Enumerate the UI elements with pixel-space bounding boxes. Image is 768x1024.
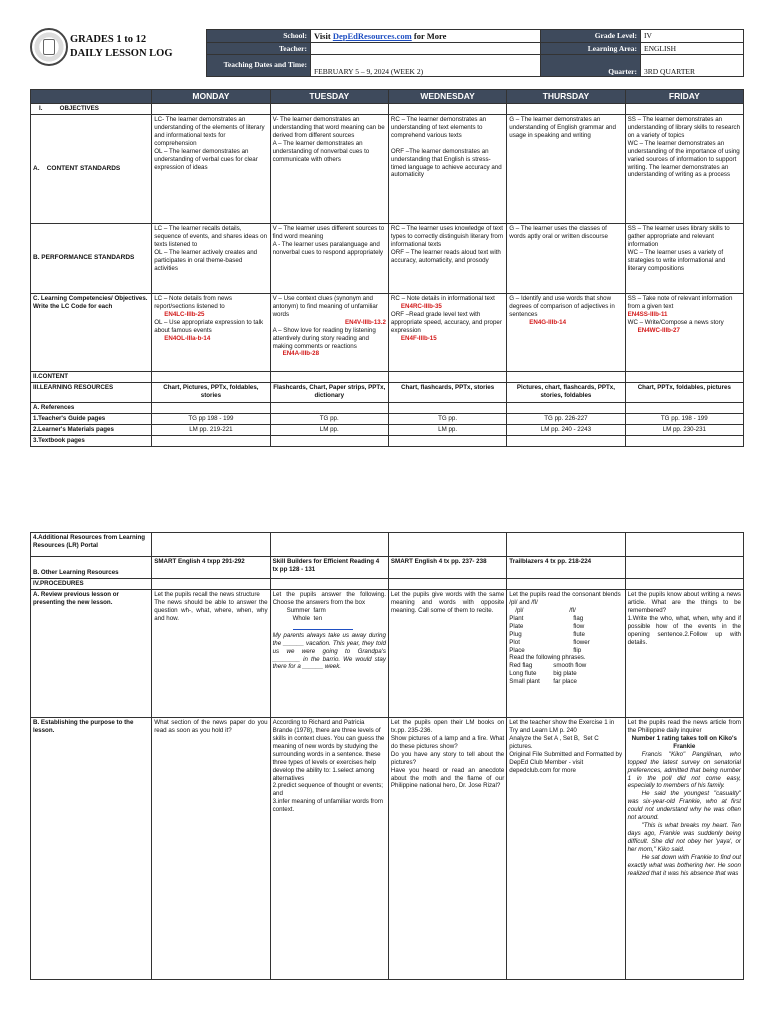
day-monday: MONDAY bbox=[152, 90, 270, 104]
performance-standards-wednesday: RC – The learner uses knowledge of text types to correctly distinguish literary from informational texts ORF – The learner reads aloud text with accuracy, automaticity, and prosody bbox=[388, 223, 506, 293]
competencies-friday: SS – Take note of relevant information from a given text EN4SS-IIIb-11 WC – Write/Compose a news story EN4WC-IIIb-27 bbox=[625, 293, 743, 371]
competencies-monday: LC – Note details from news report/sections listened to EN4LC-IIIb-25 OL – Use appropriate expression to talk about famous events EN4OL-IIIa-b-14 bbox=[152, 293, 270, 371]
day-tuesday: TUESDAY bbox=[270, 90, 388, 104]
content-standards-friday: SS – The learner demonstrates an understanding of library skills to research on a variety of topics WC – The learner demonstrates an understanding of the importance of using varied sources of information to support writing. The learner demonstrates an understanding of writing as a process bbox=[625, 114, 743, 223]
learners-materials-monday: LM pp. 219-221 bbox=[152, 424, 270, 435]
other-resources-thursday: Trailblazers 4 tx pp. 218-224 bbox=[507, 557, 625, 579]
objectives-label: I. OBJECTIVES bbox=[31, 103, 152, 114]
teachers-guide-monday: TG pp 198 - 199 bbox=[152, 413, 270, 424]
header bbox=[30, 26, 744, 84]
purpose-row bbox=[31, 717, 744, 979]
teachers-guide-wednesday: TG pp. bbox=[388, 413, 506, 424]
tuesday-sentences: My parents always take us away during the ______ vacation. This year, they told us we were going to Grandpa's ________ in the barrio. We would stay there for a ______ week. bbox=[272, 631, 386, 671]
learning-resources-tuesday: Flashcards, Chart, Paper strips, PPTx, dictionary bbox=[270, 382, 388, 402]
quarter-label: Quarter: bbox=[541, 55, 641, 77]
competencies-wednesday: RC – Note details in informational text EN4RC-IIIb-35 ORF –Read grade level text with appropriate speed, accuracy, and proper expression EN4F-IIIb-15 bbox=[388, 293, 506, 371]
teachers-guide-friday: TG pp. 198 - 199 bbox=[625, 413, 743, 424]
learners-materials-row bbox=[31, 424, 744, 435]
content-standards-wednesday: RC – The learner demonstrates an understanding of text elements to comprehend various texts ORF –The learner demonstrates an understanding that English is stress-timed language to achieve accuracy and automaticity bbox=[388, 114, 506, 223]
other-resources-tuesday: Skill Builders for Efficient Reading 4 tx pp 128 - 131 bbox=[270, 557, 388, 579]
teachers-guide-label: 1.Teacher's Guide pages bbox=[31, 413, 152, 424]
review-monday: Let the pupils recall the news structure The news should be able to answer the question wh-, what, where, when, why and how. bbox=[152, 589, 270, 717]
content-row bbox=[31, 371, 744, 382]
news-headline: Number 1 rating takes toll on Kiko's Frankie bbox=[631, 734, 737, 750]
day-wednesday: WEDNESDAY bbox=[388, 90, 506, 104]
grade-level-label: Grade Level: bbox=[541, 30, 641, 43]
performance-standards-friday: SS – The learner uses library skills to gather appropriate and relevant information WC – The learner uses a variety of strategies to write informational and literary compositions bbox=[625, 223, 743, 293]
grade-level-value: IV bbox=[641, 30, 744, 43]
learning-area-value: ENGLISH bbox=[641, 42, 744, 55]
teaching-dates-label: Teaching Dates and Time: bbox=[207, 55, 311, 77]
teaching-dates-value: FEBRUARY 5 – 9, 2024 (WEEK 2) bbox=[311, 55, 541, 77]
other-resources-friday bbox=[625, 557, 743, 579]
lc-code: EN4RC-IIIb-35 bbox=[400, 302, 442, 310]
teachers-guide-row bbox=[31, 413, 744, 424]
procedures-label: IV.PROCEDURES bbox=[31, 579, 152, 590]
learning-area-label: Learning Area: bbox=[541, 42, 641, 55]
learners-materials-wednesday: LM pp. bbox=[388, 424, 506, 435]
lc-code: EN4WC-IIIb-27 bbox=[637, 326, 680, 334]
competencies-label: C. Learning Competencies/ Objectives. Write the LC Code for each bbox=[31, 293, 152, 371]
lc-code: EN4SS-IIIb-11 bbox=[627, 310, 668, 318]
lesson-log-page-1 bbox=[30, 26, 744, 447]
review-friday: Let the pupils know about writing a news article. What are the things to be remembered? 1.Write the who, what, when, why and if possible how of the events in the opening sentence.2.Follow up with details. bbox=[625, 589, 743, 717]
header-info-table bbox=[206, 29, 744, 77]
content-standards-label: A. CONTENT STANDARDS bbox=[31, 114, 152, 223]
word-box: Summer farm bbox=[286, 606, 326, 614]
learners-materials-tuesday: LM pp. bbox=[270, 424, 388, 435]
textbook-row bbox=[31, 435, 744, 446]
lesson-table-top bbox=[30, 89, 744, 447]
purpose-label: B. Establishing the purpose to the lesson. bbox=[31, 717, 152, 979]
content-standards-tuesday: V- The learner demonstrates an understanding that word meaning can be derived from different sources A – The learner demonstrates an understanding of nonverbal cues to communicate with others bbox=[270, 114, 388, 223]
day-thursday: THURSDAY bbox=[507, 90, 625, 104]
performance-standards-monday: LC – The learner recalls details, sequence of events, and shares ideas on texts listened to OL – The learner actively creates and participates in oral theme-based activities bbox=[152, 223, 270, 293]
purpose-wednesday: Let the pupils open their LM books on tx.pp. 235-236. Show pictures of a lamp and a fire. What do these pictures show? Do you have any story to tell about the pictures? Have you heard or read an anecdote about the moth and the flame of our Philippine national hero, Dr. Jose Rizal? bbox=[388, 717, 506, 979]
school-label: School: bbox=[207, 30, 311, 43]
lc-code: EN4LC-IIIb-25 bbox=[164, 310, 205, 318]
other-resources-row bbox=[31, 557, 744, 579]
teacher-label: Teacher: bbox=[207, 42, 311, 55]
procedures-row bbox=[31, 579, 744, 590]
teachers-guide-thursday: TG pp. 226-227 bbox=[507, 413, 625, 424]
lc-code: EN4F-IIIb-15 bbox=[400, 334, 437, 342]
competencies-tuesday: V – Use context clues (synonym and antonym) to find meaning of unfamiliar words EN4V-IIIb-13.2 A – Show love for reading by listening attentively during story reading and making comments or reactions EN4A-IIIb-28 bbox=[270, 293, 388, 371]
other-resources-label: B. Other Learning Resources bbox=[31, 557, 152, 579]
lc-code: EN4G-IIIb-14 bbox=[529, 318, 567, 326]
competencies-thursday: G – Identify and use words that show degrees of comparison of adjectives in sentences EN4G-IIIb-14 bbox=[507, 293, 625, 371]
days-header-blank bbox=[31, 90, 152, 104]
content-standards-thursday: G – The learner demonstrates an understanding of English grammar and usage in speaking and writing bbox=[507, 114, 625, 223]
day-friday: FRIDAY bbox=[625, 90, 743, 104]
performance-standards-thursday: G – The learner uses the classes of words aptly oral or written discourse bbox=[507, 223, 625, 293]
days-header-row bbox=[31, 90, 744, 104]
learners-materials-thursday: LM pp. 240 - 2243 bbox=[507, 424, 625, 435]
performance-standards-row bbox=[31, 223, 744, 293]
quarter-value: 3RD QUARTER bbox=[641, 55, 744, 77]
review-thursday: Let the pupils read the consonant blends /pl/ and /fl/ /pl/ /fl/ Plant flag Plate flow Plug flute Plot flower Place flip Read the following phrases. Red flag smooth flow Long flute big plate Small plant far place bbox=[507, 589, 625, 717]
learning-resources-thursday: Pictures, chart, flashcards, PPTx, stories, foldables bbox=[507, 382, 625, 402]
lesson-table-bottom bbox=[30, 532, 744, 980]
lc-code: EN4V-IIIb-13.2 bbox=[344, 318, 386, 326]
teachers-guide-tuesday: TG pp. bbox=[270, 413, 388, 424]
lc-code: EN4A-IIIb-28 bbox=[282, 350, 320, 358]
content-standards-monday: LC- The learner demonstrates an understanding of the elements of literary and informational texts for comprehension OL – The learner demonstrates an understanding of verbal cues for clear expression of ideas bbox=[152, 114, 270, 223]
header-title-line2: DAILY LESSON LOG bbox=[70, 48, 173, 59]
learning-resources-row bbox=[31, 382, 744, 402]
purpose-thursday: Let the teacher show the Exercise 1 in Try and Learn LM p. 240 Analyze the Set A , Set B, Set C pictures. Original File Submitted and Formatted by DepEd Club Member - visit depedclub.com for more bbox=[507, 717, 625, 979]
objectives-row bbox=[31, 103, 744, 114]
review-label: A. Review previous lesson or presenting the new lesson. bbox=[31, 589, 152, 717]
other-resources-monday: SMART English 4 txpp 291-292 bbox=[152, 557, 270, 579]
learners-materials-label: 2.Learner's Materials pages bbox=[31, 424, 152, 435]
content-standards-row bbox=[31, 114, 744, 223]
additional-resources-row bbox=[31, 533, 744, 557]
textbook-label: 3.Textbook pages bbox=[31, 435, 152, 446]
lesson-log-page-2 bbox=[30, 532, 744, 980]
learning-resources-label: III.LEARNING RESOURCES bbox=[31, 382, 152, 402]
review-wednesday: Let the pupils give words with the same meaning and words with opposite meaning. Call some of them to recite. bbox=[388, 589, 506, 717]
depedresources-link[interactable]: DepEdResources.com bbox=[332, 30, 412, 41]
header-title-line1: GRADES 1 to 12 bbox=[70, 34, 147, 45]
performance-standards-tuesday: V – The learner uses different sources to find word meaning A - The learner uses paralanguage and nonverbal cues to respond appropriately bbox=[270, 223, 388, 293]
purpose-monday: What section of the news paper do you read as soon as you hold it? bbox=[152, 717, 270, 979]
references-row bbox=[31, 402, 744, 413]
performance-standards-label: B. PERFORMANCE STANDARDS bbox=[31, 223, 152, 293]
additional-resources-label: 4.Additional Resources from Learning Resources (LR) Portal bbox=[31, 533, 152, 557]
references-label: A. References bbox=[31, 402, 152, 413]
purpose-tuesday: According to Richard and Patricia Brande (1978), there are three levels of skills in context clues. You can guess the meaning of new words by studying the surrounding words in a sentence. these three types of levels or exercises help develop the ability to: 1.select among alternatives 2.predict sequence of thought or events; and 3.infer meaning of unfamiliar words from context. bbox=[270, 717, 388, 979]
purpose-friday: Let the pupils read the news article from the Philippine daily inquirer Number 1 rating takes toll on Kiko's Frankie Francis "Kiko" Pangilinan, who topped the latest survey on senatorial preferences, admitted that being number 1 in the poll did not come easy, especially to members of his family. He said the youngest "casualty" was six-year-old Frankie, who at first could not understand why he was often not around. "This is what breaks my heart. Ten days ago, Frankie was suddenly being difficult. She did not obey her 'yaya', or her mom," Kiko said. He sat down with Frankie to find out exactly what was bothering her. He soon realized that it was his absence that was bbox=[625, 717, 743, 979]
review-row bbox=[31, 589, 744, 717]
teacher-value bbox=[311, 42, 541, 55]
lc-code: EN4OL-IIIa-b-14 bbox=[164, 334, 211, 342]
learning-resources-monday: Chart, Pictures, PPTx, foldables, stories bbox=[152, 382, 270, 402]
competencies-row bbox=[31, 293, 744, 371]
deped-seal-icon bbox=[30, 28, 68, 66]
learning-resources-friday: Chart, PPTx, foldables, pictures bbox=[625, 382, 743, 402]
learning-resources-wednesday: Chart, flashcards, PPTx, stories bbox=[388, 382, 506, 402]
review-tuesday: Let the pupils answer the following. Choose the answers from the box Summer farm Whole ten My parents always take us away during the ______ vacation. This year, they told us we were going to Grandpa's ________ in the barrio. We would stay there for a ______ week. bbox=[270, 589, 388, 717]
school-value: Visit DepEdResources.com for More bbox=[311, 30, 541, 43]
content-label: II.CONTENT bbox=[31, 371, 152, 382]
other-resources-wednesday: SMART English 4 tx pp. 237- 238 bbox=[388, 557, 506, 579]
learners-materials-friday: LM pp. 230-231 bbox=[625, 424, 743, 435]
